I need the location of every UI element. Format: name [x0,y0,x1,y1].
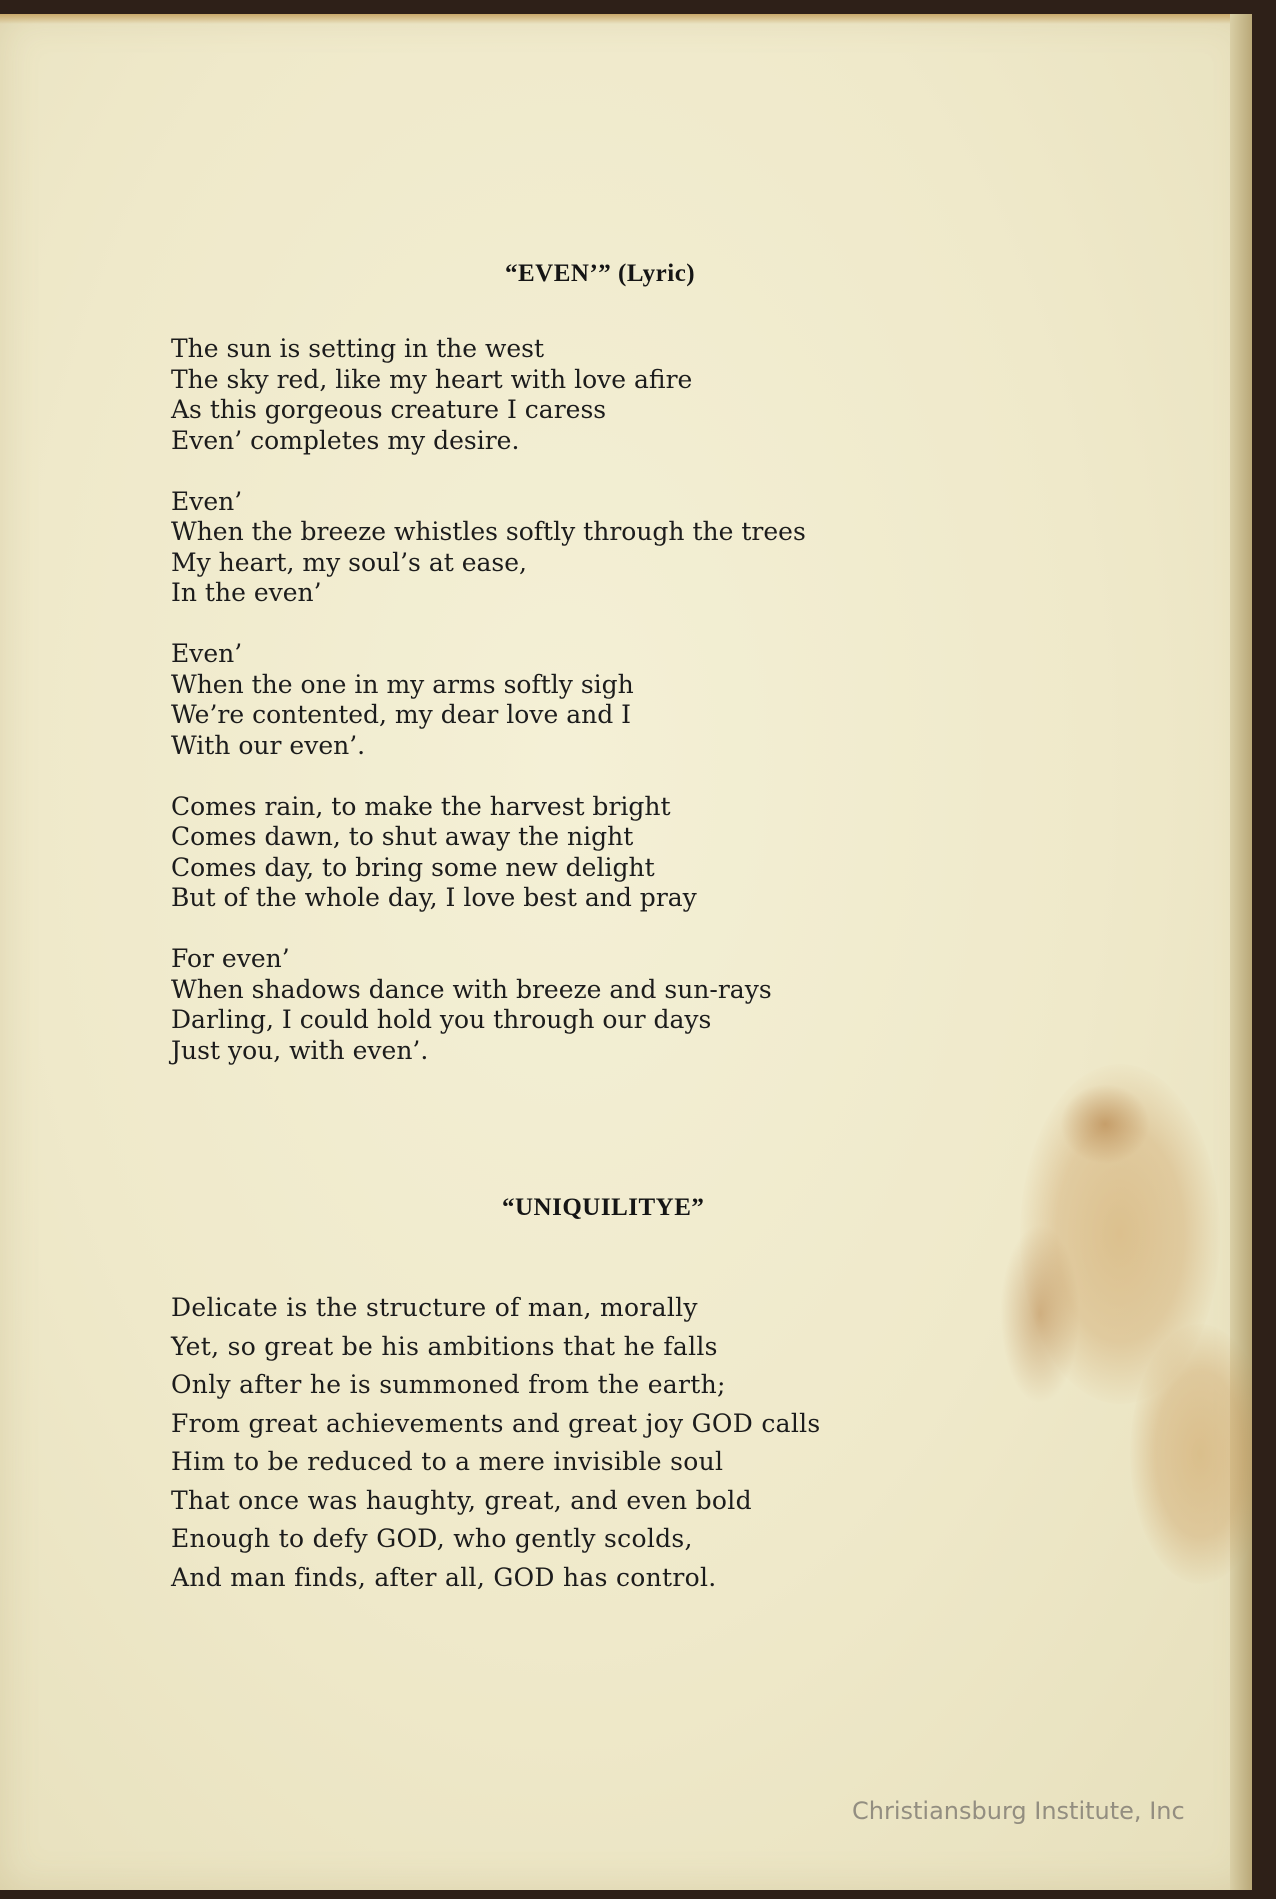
poem-line: When the breeze whistles softly through the trees [171,517,806,546]
poem-line: Comes day, to bring some new delight [171,852,655,882]
poem-line: Even’ [171,639,243,668]
page-right-edge [1230,14,1252,1890]
poem-line: And man finds, after all, GOD has control. [171,1562,717,1592]
stanza [171,792,806,914]
poem-title: “EVEN’” (Lyric) [505,260,696,287]
poem-line: We’re contented, my dear love and I [171,700,632,729]
poem-line: Even’ [171,486,243,516]
poem-line: Just you, with even’. [171,1035,429,1065]
poem-line: Darling, I could hold you through our days [171,1005,712,1034]
poem-body [171,1289,821,1628]
poem-line: The sky red, like my heart with love afire [171,364,693,394]
poem-line: Yet, so great be his ambitions that he falls [171,1331,718,1361]
poem-line: For even’ [171,944,290,973]
poem-line: As this gorgeous creature I caress [171,395,607,424]
stanza [171,944,806,1066]
stanza [171,639,806,761]
poem-line: Comes dawn, to shut away the night [171,822,634,851]
poem-line: In the even’ [171,578,322,607]
poem-line: Enough to defy GOD, who gently scolds, [171,1524,693,1553]
poem-line: Only after he is summoned from the earth; [171,1370,726,1399]
poem-line: That once was haughty, great, and even bold [171,1485,752,1515]
poem-line: Delicate is the structure of man, morally [171,1293,698,1322]
poem-line: From great achievements and great joy GOD calls [171,1408,821,1438]
poem-line: When shadows dance with breeze and sun-rays [171,974,772,1004]
poem-line: With our even’. [171,730,366,760]
poem-body [171,334,806,1097]
poem-line: Even’ completes my desire. [171,425,520,455]
stanza [171,334,806,456]
water-stain [1060,1084,1150,1164]
page [0,14,1252,1890]
poem-line: Comes rain, to make the harvest bright [171,791,671,821]
poem-line: My heart, my soul’s at ease, [171,547,528,577]
poem-line: Him to be reduced to a mere invisible soul [171,1447,724,1476]
stanza [171,487,806,609]
poem-line: The sun is setting in the west [171,334,545,363]
poem-line: When the one in my arms softly sigh [171,669,634,699]
page-top-edge [0,14,1252,24]
water-stain [1000,1224,1080,1404]
poem-title: “UNIQUILITYE” [502,1194,705,1221]
watermark: Christiansburg Institute, Inc [852,1797,1185,1825]
poem-line: But of the whole day, I love best and pray [171,883,697,912]
stanza [171,1289,821,1597]
